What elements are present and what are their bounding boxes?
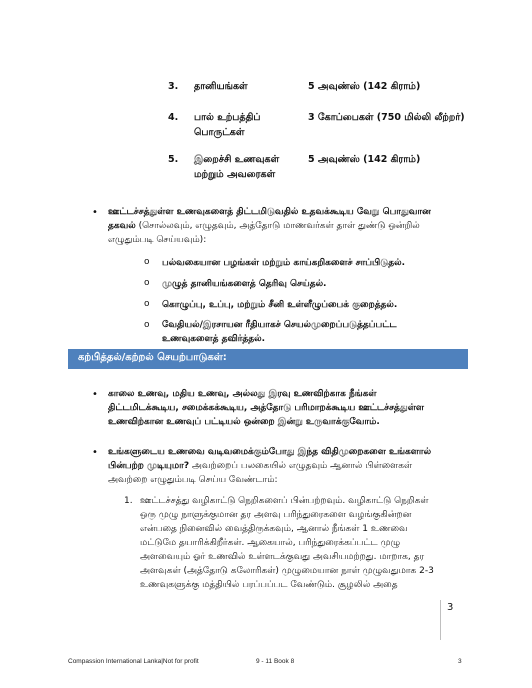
circle-bullet-icon: o [144, 278, 150, 288]
row-item: இறைச்சி உணவுகள் மற்றும் அவரைகள் [194, 154, 280, 180]
divider [440, 600, 441, 640]
bullet-paragraph [108, 205, 438, 247]
circle-bullet-icon: o [144, 257, 150, 267]
bullet-icon: • [92, 389, 98, 400]
numbered-paragraph: ஊட்டச்சத்து வழிகாட்டு நெறிகளைப் பின்பற்றவும். வழிகாட்டு நெறிகள் ஒரு முழு நாளுக்குமான தர அளவு பரிந்துரைகளை வழங்குகின்றன என்பதை நினைவில் வைத்திருக்கவும், ஆனால் நீங்கள் 1 உணவை மட்டுமே தயாரிக்கிறீர்கள். ஆகையால், பரிந்துரைக்கப்பட்ட முழு அளவையும் ஓர் உணவில் உள்ளடக்குவது அவசியமற்றது. மாறாக, தர அளவுகள் (அத்தோடு கலோரிகள்) முழுமையான நாள் முழுவதுமாக 2-3 உணவுகளுக்கு மத்தியில் பரப்பப்பட வேண்டும். சூழலில் அதை [140, 496, 434, 590]
row-quantity: 5 அவுண்ஸ் (142 கிராம்) [308, 154, 421, 165]
list-number: 1. [124, 496, 133, 506]
footer-left: Compassion International Lanka|Not for profit [68, 658, 199, 665]
bullet-icon: • [92, 207, 98, 218]
footer-center: 9 - 11 Book 8 [256, 658, 295, 665]
row-number: 5. [168, 154, 179, 165]
bullet-paragraph [108, 445, 438, 487]
row-number: 3. [168, 81, 179, 92]
circle-bullet-icon: o [144, 320, 150, 330]
bullet-text: (சொல்லவும், எழுதவும், அத்தோடு மாணவர்கள் தாள் துண்டு ஒன்றில் எழுதும்படி செய்யவும்): [108, 221, 420, 245]
bullet-paragraph: காலை உணவு, மதிய உணவு, அல்லது இரவு உணவிற்காக நீங்கள் திட்டமிடக்கூடிய, சமைக்கக்கூடிய, அத்தோடு பரிமாறக்கூடிய ஊட்டச்சத்துள்ள உணவிற்கான உணவுப் பட்டியல் ஒன்றை இன்று உருவாக்குவோம். [108, 389, 424, 427]
list-item: கொழுப்பு, உப்பு, மற்றும் சீனி உள்ளீழுப்பைக் குறைத்தல். [162, 300, 398, 310]
row-quantity: 5 அவுண்ஸ் (142 கிராம்) [308, 81, 421, 92]
bullet-bold-text: உங்களுடைய உணவை வடிவமைக்கும்போது இந்த விதிமுறைகளை உங்களால் பின்பற்ற முடியுமா? [108, 447, 432, 471]
list-item: வேதியல்/இரசாயன ரீதியாகச் செயல்முறைப்படுத்தப்பட்ட உணவுகளைத் தவிர்த்தல். [162, 320, 397, 344]
footer-page-number: 3 [458, 658, 462, 665]
circle-bullet-icon: o [144, 299, 150, 309]
page-number: 3 [447, 602, 454, 613]
list-item: பல்வகையான பழங்கள் மற்றும் காய்கறிகளைச் சாப்பிடுதல். [162, 258, 405, 268]
list-item: முழுத் தானியங்களைத் தெரிவு செய்தல். [162, 279, 327, 289]
bullet-icon: • [92, 447, 98, 458]
row-item: தானியங்கள் [194, 81, 248, 92]
bullet-bold-text: ஊட்டச்சத்துள்ள உணவுகளைத் திட்டமிடுவதில் உதவக்கூடிய வேறு பொதுவான தகவல் [108, 207, 431, 231]
row-number: 4. [168, 112, 179, 123]
row-quantity: 3 கோப்பைகள் (750 மில்லி லீற்றர்) [308, 112, 465, 123]
row-item: பால் உற்பத்திப் பொருட்கள் [194, 112, 261, 138]
bullet-text: அவற்றைப் பலகையில் எழுதவும் ஆனால் பிள்ளைகள் அவற்றை எழுதும்படி செய்ய வேண்டாம்: [108, 461, 413, 485]
section-heading: கற்பித்தல்/கற்றல் செயற்பாடுகள்: [78, 352, 227, 363]
